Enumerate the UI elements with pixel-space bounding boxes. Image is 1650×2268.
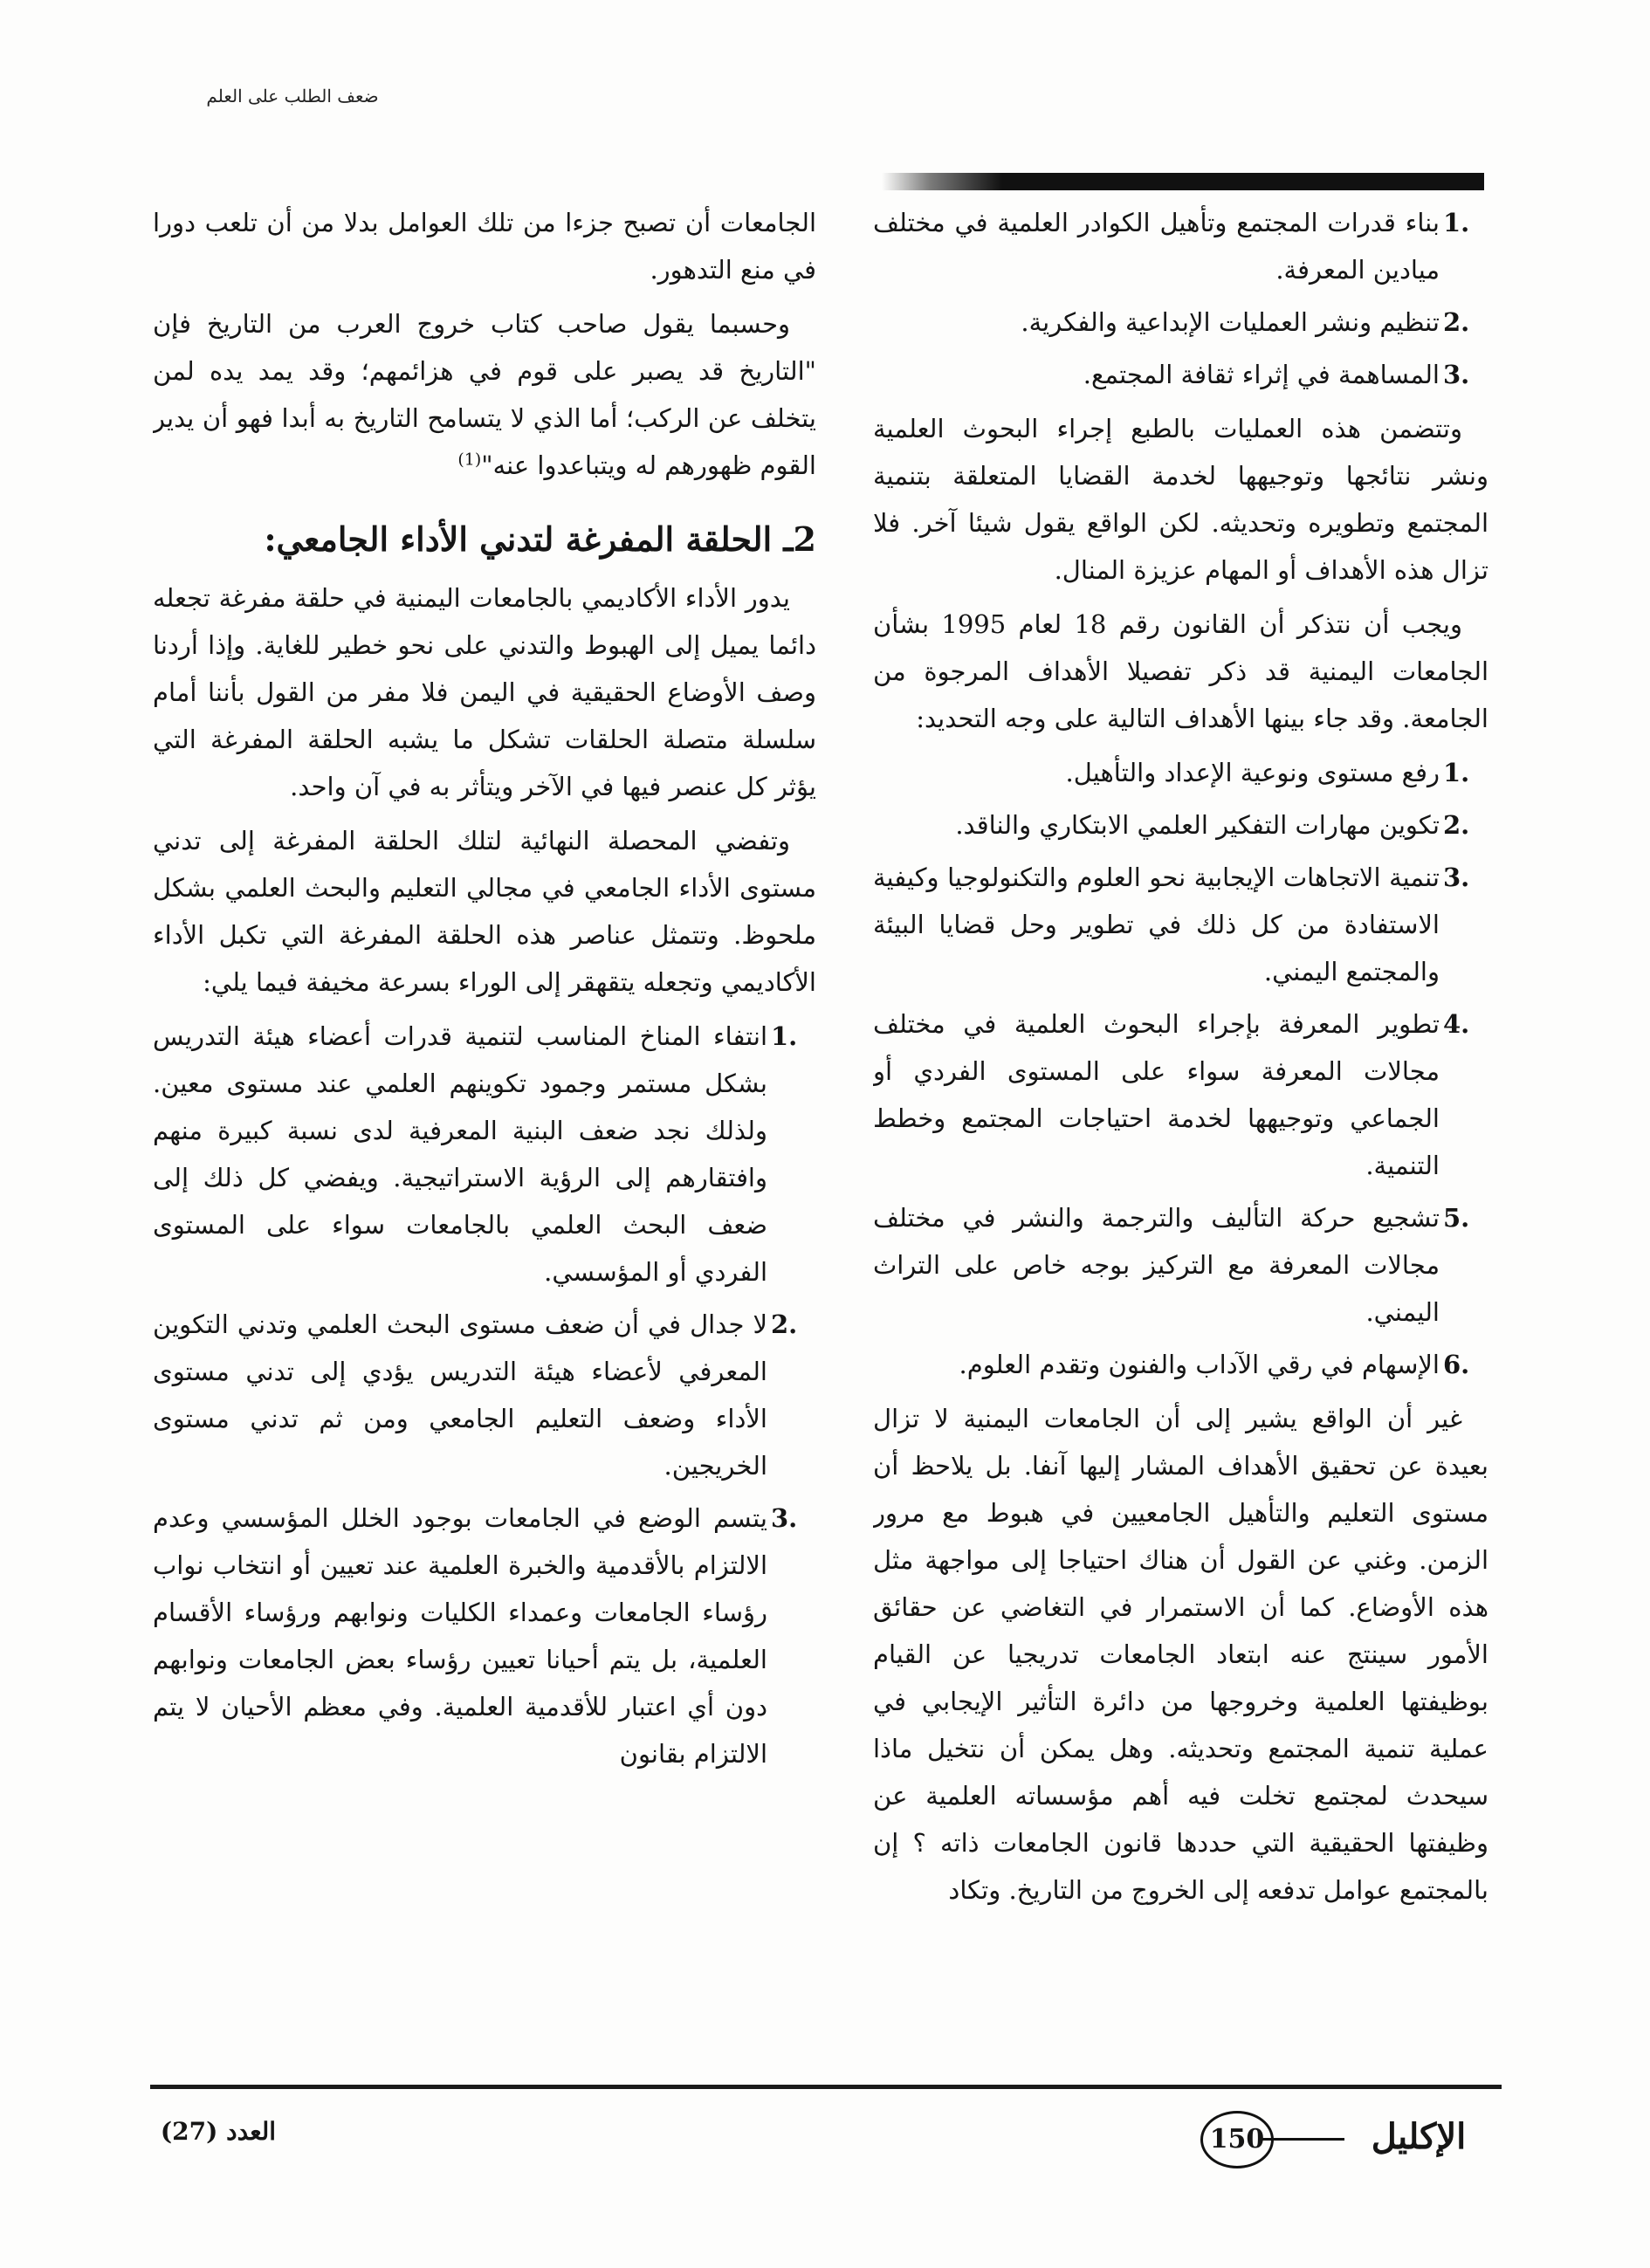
list-text: تشجيع حركة التأليف والترجمة والنشر في مختلف مجالات المعرفة مع التركيز بوجه خاص على التراث اليمني.	[873, 1203, 1440, 1327]
paragraph: ويجب أن نتذكر أن القانون رقم 18 لعام 1995 بشأن الجامعات اليمنية قد ذكر تفصيلا الأهداف المرجوة من الجامعة. وقد جاء بينها الأهداف التالية على وجه التحديد:	[873, 609, 1488, 733]
list-number: 1.	[1443, 208, 1470, 237]
paragraph: الجامعات أن تصبح جزءا من تلك العوامل بدلا من أن تلعب دورا في منع التدهور.	[153, 208, 816, 285]
list-text: انتفاء المناخ المناسب لتنمية قدرات أعضاء هيئة التدريس بشكل مستمر وجمود تكوينهم العلمي عند مستوى معين. ولذلك نجد ضعف البنية المعرفية لدى نسبة كبيرة منهم وافتقارهم إلى الرؤية الاستراتيجية. ويفضي كل ذلك إلى ضعف البحث العلمي بالجامعات سواء على المستوى الفردي أو المؤسسي.	[153, 1021, 767, 1287]
list-item	[873, 1000, 1488, 1189]
list-item	[153, 1013, 816, 1296]
header-rule	[882, 173, 1484, 190]
list-number: 2.	[771, 1309, 798, 1339]
list-text: تطوير المعرفة بإجراء البحوث العلمية في مختلف مجالات المعرفة سواء على المستوى الفردي أو الجماعي وتوجيهها لخدمة احتياجات المجتمع وخطط التنمية.	[873, 1009, 1440, 1180]
journal-logo: الإكليل	[1371, 2116, 1467, 2157]
list-item	[873, 1341, 1488, 1388]
list-number: 6.	[1443, 1350, 1470, 1379]
objectives-list	[873, 749, 1488, 1388]
paragraph	[153, 300, 816, 489]
list-item	[873, 854, 1488, 995]
left-column	[153, 199, 816, 2015]
list-item	[873, 749, 1488, 796]
list-number: 3.	[1443, 863, 1470, 892]
list-text: تنظيم ونشر العمليات الإبداعية والفكرية.	[1021, 307, 1440, 337]
right-column	[873, 199, 1488, 2015]
list-text: الإسهام في رقي الآداب والفنون وتقدم العلوم.	[959, 1350, 1440, 1379]
elements-list	[153, 1013, 816, 1777]
paragraph: وتتضمن هذه العمليات بالطبع إجراء البحوث العلمية ونشر نتائجها وتوجيهها لخدمة القضايا المتعلقة بتنمية المجتمع وتطويره وتحديثه. لكن الواقع يقول شيئا آخر. فلا تزال هذه الأهداف أو المهام عزيزة المنال.	[873, 414, 1488, 585]
section-heading: 2ـ الحلقة المفرغة لتدني الأداء الجامعي:	[264, 519, 816, 559]
running-header: ضعف الطلب على العلم	[206, 86, 379, 107]
list-text: المساهمة في إثراء ثقافة المجتمع.	[1083, 360, 1440, 389]
list-item	[153, 1495, 816, 1777]
list-number: 1.	[1443, 758, 1470, 787]
goals-list	[873, 199, 1488, 398]
paragraph: غير أن الواقع يشير إلى أن الجامعات اليمنية لا تزال بعيدة عن تحقيق الأهداف المشار إليها آنفا. بل يلاحظ أن مستوى التعليم والتأهيل الجامعيين في هبوط مع مرور الزمن. وغني عن القول أن هناك احتياجا إلى مواجهة مثل هذه الأوضاع. كما أن الاستمرار في التغاضي عن حقائق الأمور سينتج عنه ابتعاد الجامعات تدريجيا عن القيام بوظيفتها العلمية وخروجها من دائرة التأثير الإيجابي في عملية تنمية المجتمع وتحديثه. وهل يمكن أن نتخيل ماذا سيحدث لمجتمع تخلت فيه أهم مؤسساته العلمية عن وظيفتها الحقيقية التي حددها قانون الجامعات ذاته ؟ إن بالمجتمع عوامل تدفعه إلى الخروج من التاريخ. وتكاد	[873, 1404, 1488, 1905]
paragraph: يدور الأداء الأكاديمي بالجامعات اليمنية في حلقة مفرغة تجعله دائما يميل إلى الهبوط والتدني على نحو خطير للغاية. وإذا أردنا وصف الأوضاع الحقيقية في اليمن فلا مفر من القول بأننا أمام سلسلة متصلة الحلقات تشكل ما يشبه الحلقة المفرغة التي يؤثر كل عنصر فيها في الآخر ويتأثر به في آن واحد.	[153, 583, 816, 801]
list-number: 3.	[771, 1503, 798, 1533]
list-item	[873, 351, 1488, 398]
list-text: بناء قدرات المجتمع وتأهيل الكوادر العلمية في مختلف ميادين المعرفة.	[873, 208, 1440, 285]
issue-label: العدد (27)	[160, 2117, 277, 2146]
list-text: تنمية الاتجاهات الإيجابية نحو العلوم والتكنولوجيا وكيفية الاستفادة من كل ذلك في تطوير وحل قضايا البيئة والمجتمع اليمني.	[873, 863, 1440, 986]
list-number: 4.	[1443, 1009, 1470, 1039]
footer-rule	[150, 2085, 1502, 2089]
list-text: لا جدال في أن ضعف مستوى البحث العلمي وتدني التكوين المعرفي لأعضاء هيئة التدريس يؤدي إلى تدني مستوى الأداء وضعف التعليم الجامعي ومن ثم تدني مستوى الخريجين.	[153, 1309, 767, 1481]
logo-dash	[1262, 2138, 1344, 2141]
list-number: 2.	[1443, 307, 1470, 337]
footnote-reference: (1)	[457, 450, 482, 470]
list-item	[873, 299, 1488, 346]
list-number: 2.	[1443, 810, 1470, 840]
list-item	[873, 801, 1488, 849]
page-number: 150	[1200, 2111, 1274, 2168]
paragraph: وتفضي المحصلة النهائية لتلك الحلقة المفرغة إلى تدني مستوى الأداء الجامعي في مجالي التعليم والبحث العلمي بشكل ملحوظ. وتتمثل عناصر هذه الحلقة المفرغة التي تكبل الأداء الأكاديمي وتجعله يتقهقر إلى الوراء بسرعة مخيفة فيما يلي:	[153, 826, 816, 997]
list-item	[153, 1301, 816, 1489]
list-text: تكوين مهارات التفكير العلمي الابتكاري والناقد.	[955, 810, 1440, 840]
list-number: 5.	[1443, 1203, 1470, 1233]
quote-text: وحسبما يقول صاحب كتاب خروج العرب من التاريخ فإن "التاريخ قد يصبر على قوم في هزائمهم؛ وقد يمد يده لمن يتخلف عن الركب؛ أما الذي لا يتسامح التاريخ به أبدا فهو أن يدير القوم ظهورهم له ويتباعدوا عنه"	[153, 309, 816, 480]
list-text: يتسم الوضع في الجامعات بوجود الخلل المؤسسي وعدم الالتزام بالأقدمية والخبرة العلمية عند تعيين أو انتخاب نواب رؤساء الجامعات وعمداء الكليات ونوابهم ورؤساء الأقسام العلمية، بل يتم أحيانا تعيين رؤساء بعض الجامعات ونوابهم دون أي اعتبار للأقدمية العلمية. وفي معظم الأحيان لا يتم الالتزام بقانون	[153, 1503, 767, 1769]
list-item	[873, 199, 1488, 293]
list-number: 3.	[1443, 360, 1470, 389]
list-text: رفع مستوى ونوعية الإعداد والتأهيل.	[1065, 758, 1440, 787]
list-number: 1.	[771, 1021, 798, 1051]
list-item	[873, 1194, 1488, 1336]
